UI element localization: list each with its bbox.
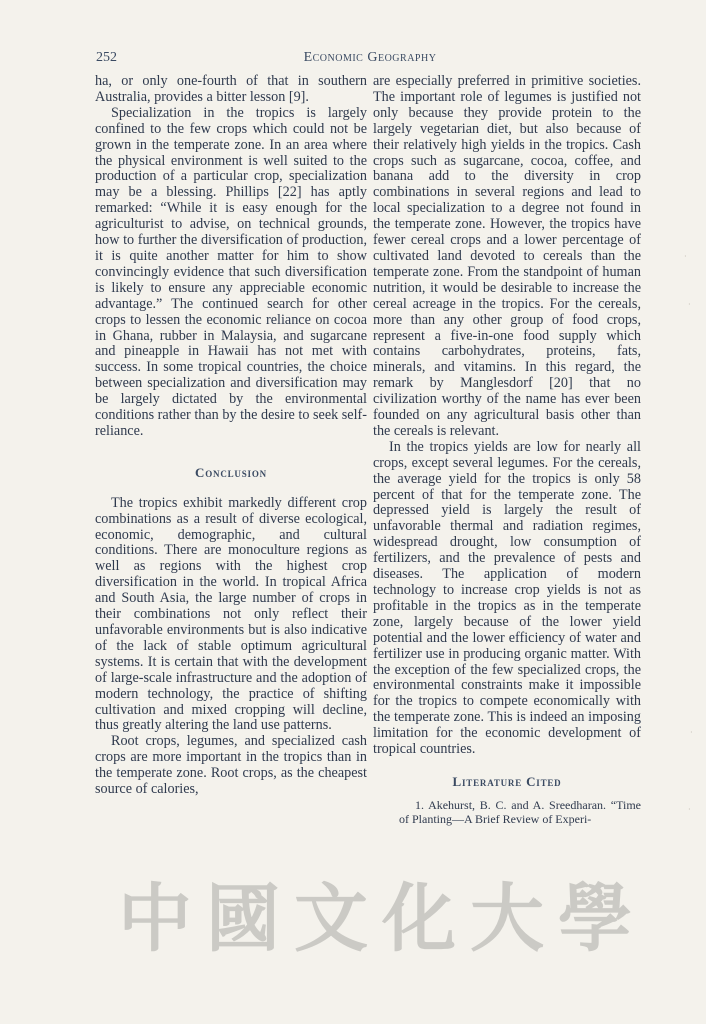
section-heading-literature-cited: Literature Cited [452,773,562,789]
paragraph: are especially preferred in primitive societies. The important role of legumes is justified not only because they provide protein to the largely vegetarian diet, but also because of their relatively high yields in the tropics. Cash crops such as sugarcane, cocoa, coffee, and banana add to the diversity in crop combinations in several regions and lead to local specialization to a degree not found in the temperate zone. However, the tropics have fewer cereal crops and a lower percentage of cultivated land devoted to cereals than the temperate zone. From the standpoint of human nutrition, it would be desirable to increase the cereal acreage in the tropics. For the cereals, more than any other group of food crops, represent a five-in-one food supply which contains carbohydrates, proteins, fats, minerals, and vitamins. In this regard, the remark by Manglesdorf [20] that no civilization worthy of the name has ever been founded on any agricultural basis other than the cereals is relevant. [373,73,641,439]
section-heading-conclusion: Conclusion [195,464,267,480]
reference-item: 1. Akehurst, B. C. and A. Sreedharan. “Time of Planting—A Brief Review of Experi- [399,797,641,827]
margin-mark: · [688,805,691,814]
margin-mark: · [690,728,693,737]
paragraph: The tropics exhibit markedly different crop combinations as a result of diverse ecological, economic, demographic, and cultural conditions. There are monoculture regions as well as regions with the highest crop diversification in the world. In tropical Africa and South Asia, the large number of crops in their combinations not only reflect their unfavorable environments but is also indicative of the lack of stable optimum agricultural systems. It is certain that with the development of large-scale infrastructure and the adoption of modern technology, the practice of shifting cultivation and mixed cropping will decline, thus greatly altering the land use patterns. [95,494,367,734]
paragraph: In the tropics yields are low for nearly all crops, except several legumes. For the cereals, the average yield for the tropics is only 58 percent of that for the temperate zone. The depressed yield is largely the result of unfavorable thermal and radiation regimes, widespread drought, low consumption of fertilizers, and the prevalence of pests and diseases. The application of modern technology to increase crop yields is not as profitable in the tropics as in the temperate zone, largely because of the lower yield potential and the lower efficiency of water and fertilizer use in producing organic matter. With the exception of the few specialized crops, the environmental constraints make it impossible for the tropics to compete economically with the temperate zone. This is indeed an imposing limitation for the economic development of tropical countries. [373,438,641,758]
margin-mark: · [684,252,687,261]
right-column [373,74,641,827]
margin-mark: · [688,300,691,309]
paragraph: Specialization in the tropics is largely confined to the few crops which could not be grown in the temperate zone. In an area where the physical environment is well suited to the production of a particular crop, specialization may be a blessing. Phillips [22] has aptly remarked: “While it is easy enough for the agriculturist to advise, on technical grounds, how to further the diversification of production, it is quite another matter for him to show convincingly evidence that such diversification is likely to ensure any appreciable economic advantage.” The continued search for other crops to lessen the economic reliance on cocoa in Ghana, rubber in Malaysia, and sugarcane and pineapple in Hawaii has not met with success. In some tropical countries, the choice between specialization and diversification may be largely dictated by the environmental conditions rather than by the desire to seek self-reliance. [95,104,367,439]
page-header [96,50,644,70]
page-number: 252 [96,50,117,65]
left-column [95,74,367,798]
watermark-stamp: 中國文化大學 [118,876,646,962]
paragraph: ha, or only one-fourth of that in southern Australia, provides a bitter lesson [9]. [95,73,367,105]
running-head: Economic Geography [303,50,437,65]
paragraph: Root crops, legumes, and specialized cash crops are more important in the tropics than in the temperate zone. Root crops, as the cheapest source of calories, [95,733,367,798]
